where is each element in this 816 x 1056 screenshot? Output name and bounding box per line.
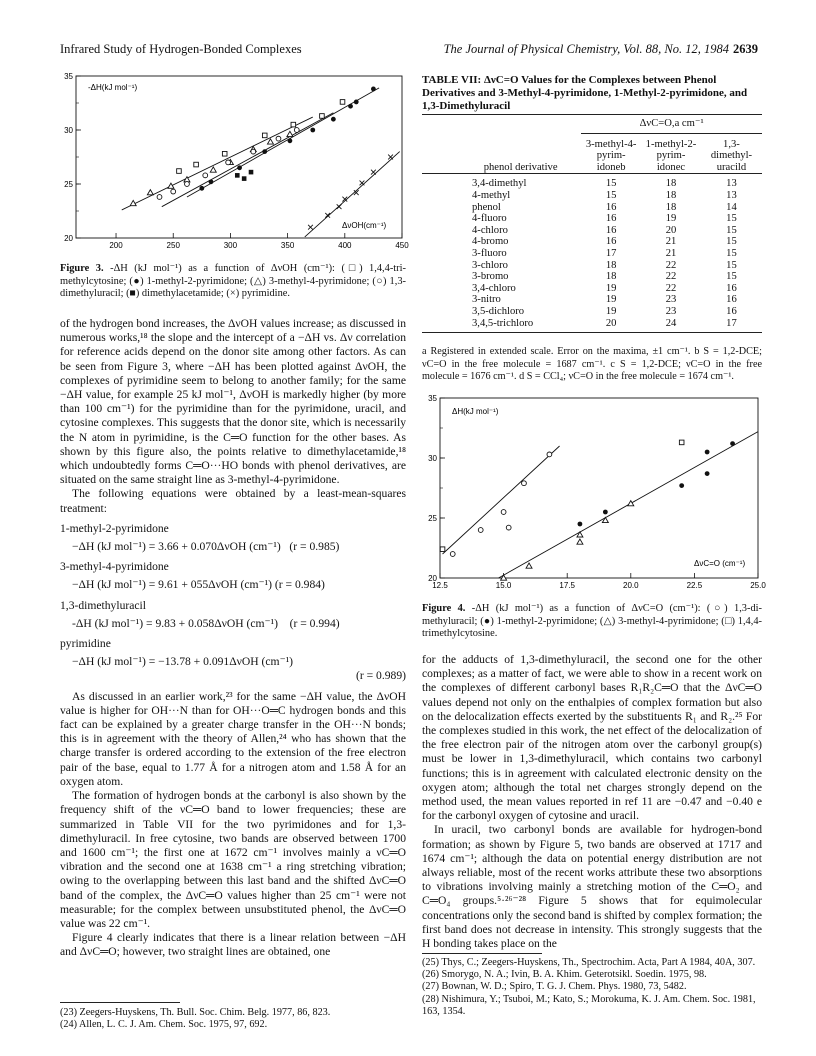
x-axis-label: ΔνC=O (cm⁻¹) [694, 559, 746, 568]
regression-line [443, 446, 560, 554]
reference: (27) Bownan, W. D.; Spiro, T. G. J. Chem. Phys. 1980, 73, 5482. [422, 981, 687, 993]
table-row [422, 248, 762, 260]
equation-r: (r = 0.985) [289, 540, 340, 554]
table-row [422, 271, 762, 283]
table-7-title: TABLE VII: ΔνC=O Values for the Complexes between Phenol Derivatives and 3-Methyl-4-pyrimidone, 1-Methyl-2-pyrimidone, and 1,3-Dimethyluracil [422, 74, 748, 113]
equation-text: -ΔH (kJ mol⁻¹) = 9.83 + 0.058ΔνOH (cm⁻¹) [72, 616, 279, 630]
equation-label: pyrimidine [60, 637, 111, 651]
table-cell: 23 [665, 294, 677, 306]
y-tick-label: 20 [428, 574, 437, 583]
figure-4 [422, 392, 766, 602]
data-point [577, 539, 583, 544]
paragraph: for the adducts of 1,3-dimethyluracil, the second one for the other complexes; as a matter of fact, we were able to show in a recent work on the complexes of different carbonyl bases R₁R₂C═O that the ΔνC═O values depend not only on the enthalpies of complex formation but also on the delocalization effects exerted by the substituents R₁ and R₂.²⁵ For the complexes studied in this work, the net effect of the delocalization of the free electron pair of the nitrogen atom over the carbonyl group(s) must be lower in 1,3-dimethyluracil, which contains two carbonyl functions; this is in agreement with calculated electronic density on the oxygen atom; although the total net charges strongly depend on the method used, the mean values reported in ref 11 are −0.47 and −0.40 e for the carbonyl oxygen of cytosine and uracil. [422, 653, 762, 823]
data-point [320, 114, 325, 119]
data-point [705, 450, 710, 455]
x-tick-label: 300 [223, 241, 238, 250]
regression-line [122, 117, 313, 210]
data-point [251, 149, 256, 154]
table-row [422, 318, 762, 330]
x-tick-label: 12.5 [432, 581, 448, 590]
table-row [422, 190, 762, 202]
data-point [287, 131, 293, 136]
data-point [147, 190, 153, 195]
y-tick-label: 35 [64, 72, 73, 81]
table-cell: 16 [605, 236, 617, 248]
table-7-footnotes: a Registered in extended scale. Error on the maxima, ±1 cm⁻¹. b S = 1,2-DCE; νC=O in the free molecule = 1687 cm⁻¹. c S = 1,2-DCE; νC=O in the free molecule = 1676 cm⁻¹. d S = CCl₄; νC=O in the free molecule = 1674 cm⁻¹. [422, 346, 762, 383]
data-point [209, 179, 214, 184]
reference: (24) Allen, L. C. J. Am. Chem. Soc. 1975, 97, 692. [60, 1019, 268, 1031]
figure-4-chart [422, 392, 766, 602]
table-header-col2: 1-methyl-2-pyrim-idonec [641, 133, 701, 174]
table-cell: 13 [726, 178, 737, 190]
table-row [422, 174, 762, 190]
y-tick-label: 35 [428, 394, 437, 403]
data-point [450, 552, 455, 557]
data-point [354, 100, 359, 105]
y-tick-label: 30 [64, 126, 73, 135]
table-cell: 13 [726, 189, 737, 201]
data-point [203, 173, 208, 178]
table-row-label: 3,4-dimethyl [472, 178, 527, 190]
table-cell: 22 [665, 259, 677, 271]
y-tick-label: 25 [64, 180, 73, 189]
journal-citation: The Journal of Physical Chemistry, Vol. 88, No. 12, 1984 [443, 42, 729, 56]
table-cell: 14 [726, 201, 737, 213]
data-point [310, 128, 315, 133]
data-point [360, 181, 365, 186]
plot-frame [76, 76, 402, 238]
left-references [60, 1007, 406, 1031]
data-point [603, 510, 608, 515]
data-point [547, 452, 552, 457]
table-cell: 20 [665, 224, 677, 236]
table-cell: 20 [605, 317, 617, 329]
footnote-rule [60, 1002, 180, 1003]
running-header-journal [444, 42, 758, 57]
data-point [249, 170, 254, 175]
data-point [199, 186, 204, 191]
table-cell: 15 [605, 178, 617, 190]
table-row-label: 3,5-dichloro [472, 305, 525, 317]
data-point [577, 532, 583, 537]
table-cell: 17 [726, 317, 737, 329]
table-row [422, 306, 762, 318]
table-cell: 15 [726, 236, 737, 248]
x-tick-label: 20.0 [623, 581, 639, 590]
equation-label: 1-methyl-2-pyrimidone [60, 521, 169, 535]
data-point [478, 528, 483, 533]
table-cell: 18 [665, 178, 677, 190]
table-cell: 21 [665, 236, 677, 248]
x-tick-label: 350 [280, 241, 295, 250]
data-point [501, 510, 506, 515]
data-point [705, 471, 710, 476]
left-column-text [60, 317, 406, 960]
table-cell: 21 [665, 247, 677, 259]
reference: (26) Smorygo, N. A.; Ivin, B. A. Khim. Geterotsikl. Soedin. 1975, 98. [422, 969, 707, 981]
table-row-label: 3-bromo [472, 271, 509, 283]
data-point [157, 195, 162, 200]
paragraph: As discussed in an earlier work,²³ for the same −ΔH value, the ΔνOH value is higher for OH···N than for OH···O═C hydrogen bonds and this fact can be explained by a greater charge transfer in the OH···N bonds; this is in agreement with the theory of Allen,²⁴ who has shown that the charge transfer is ordered according to the extension of the free electron pair of the base, equal to 1.77 Å for a nitrogen atom and 1.58 Å for an oxygen atom. [60, 689, 406, 788]
x-tick-label: 25.0 [750, 581, 766, 590]
equation-r-line [72, 669, 406, 683]
table-row [422, 202, 762, 214]
data-point [578, 522, 583, 527]
table-cell: 16 [726, 282, 737, 294]
table-cell: 19 [665, 213, 677, 225]
table-row-label: 4-methyl [472, 189, 511, 201]
paragraph: Figure 4 clearly indicates that there is a linear relation between −ΔH and ΔνC═O; however, two straight lines are obtained, one [60, 931, 406, 959]
table-row [422, 294, 762, 306]
data-point [308, 225, 313, 230]
table-cell: 16 [726, 305, 737, 317]
data-point [262, 133, 267, 138]
table-row [422, 236, 762, 248]
data-point [371, 87, 376, 92]
equation [72, 540, 406, 554]
data-point [194, 162, 199, 167]
table-header-col1: 3-methyl-4-pyrim-idoneb [581, 133, 641, 174]
data-point [226, 160, 231, 165]
x-tick-label: 17.5 [559, 581, 575, 590]
table-header-col3: 1,3-dimethyl-uracild [701, 133, 762, 174]
equation-label: 1,3-dimethyluracil [60, 598, 146, 612]
regression-line [162, 113, 334, 207]
data-point [222, 151, 227, 156]
table-cell: 15 [726, 247, 737, 259]
figure-4-caption [422, 603, 762, 641]
data-point [242, 176, 247, 181]
table-cell: 15 [726, 224, 737, 236]
equation-text: −ΔH (kJ mol⁻¹) = 3.66 + 0.070ΔνOH (cm⁻¹) [72, 540, 281, 554]
table-cell: 18 [605, 271, 617, 283]
data-point [628, 501, 634, 506]
equation [72, 617, 406, 631]
x-axis-label: ΔνOH(cm⁻¹) [342, 221, 387, 230]
table-cell: 19 [605, 305, 617, 317]
reference: (23) Zeegers-Huyskens, Th. Bull. Soc. Chim. Belg. 1977, 86, 823. [60, 1007, 331, 1018]
paragraph: The formation of hydrogen bonds at the carbonyl is also shown by the frequency shift of the νC═O band to lower frequencies; these are summarized in Table VII for the two pyrimidones and for 1,3-dimethyluracil. In free cytosine, two bands are observed between 1700 and 1600 cm⁻¹; the first one at 1672 cm⁻¹ involves mainly a νC═O vibration and the second one at 1638 cm⁻¹ a ring stretching vibration; owing to the overlapping between this last band and the shifted ΔνC═O band of the complex, the ΔνC═O values higher than 25 cm⁻¹ were not measurable; for the complex between unsubstituted phenol, the ΔνC═O value was 22 cm⁻¹. [60, 789, 406, 930]
y-tick-label: 25 [428, 514, 437, 523]
table-cell: 16 [726, 294, 737, 306]
x-tick-label: 450 [395, 241, 409, 250]
right-column-text [422, 653, 762, 951]
table-cell: 16 [605, 224, 617, 236]
table-cell: 22 [665, 282, 677, 294]
data-point [679, 483, 684, 488]
table-cell: 15 [726, 259, 737, 271]
table-cell: 15 [726, 271, 737, 283]
data-point [210, 167, 216, 172]
table-header-phenol: phenol derivative [422, 133, 581, 174]
data-point [235, 173, 240, 178]
figure-3-chart [60, 70, 409, 262]
table-row-label: 3-chloro [472, 259, 508, 271]
paragraph: In uracil, two carbonyl bonds are available for hydrogen-bond formation; as shown by Figure 5, two bands are observed at 1717 and 1674 cm⁻¹; although the data on potential energy distribution are not always reliable, most of the recent works attribute these two absorptions to vibrations involving mainly a stretching motion of the C═O₂ and C═O₄ groups.⁵·²⁶⁻²⁸ Figure 5 shows that for equimolecular concentrations only the second band is shifted by complex formation; the first band does not decrease in intensity. This strongly suggests that the H bonding takes place on the [422, 823, 763, 951]
table-cell: 16 [605, 213, 617, 225]
equation-r: (r = 0.989) [355, 669, 406, 683]
y-tick-label: 30 [428, 454, 437, 463]
table-cell: 15 [605, 189, 617, 201]
figure-3 [60, 70, 409, 262]
equation-r: (r = 0.994) [289, 616, 340, 630]
table-row [422, 260, 762, 272]
x-tick-label: 400 [338, 241, 352, 250]
data-point [506, 525, 511, 530]
data-point [171, 189, 176, 194]
data-point [168, 183, 174, 188]
table-row [422, 283, 762, 295]
data-point [288, 138, 293, 143]
data-point [276, 136, 281, 141]
equation: −ΔH (kJ mol⁻¹) = −13.78 + 0.091ΔνOH (cm⁻¹) [72, 655, 294, 669]
table-top-rule [422, 114, 762, 115]
table-cell: 19 [605, 282, 617, 294]
table-row-label: phenol [472, 201, 501, 213]
data-point [679, 440, 684, 445]
y-axis-label: ΔH(kJ mol⁻¹) [452, 407, 499, 416]
figure-3-caption-label: Figure 3. [60, 263, 104, 274]
table-row-label: 3-fluoro [472, 247, 507, 259]
figure-4-caption-text: -ΔH (kJ mol⁻¹) as a function of ΔνC=O (cm⁻¹): (○) 1,3-di-methyluracil; (●) 1-methyl-2-pyrimidone; (△) 3-methyl-4-pyrimidone; (□) 1,4,4-trimethylcytosine. [422, 603, 762, 640]
table-row-label: 4-chloro [472, 224, 508, 236]
table-cell: 15 [726, 213, 737, 225]
table-row-label: 4-fluoro [472, 213, 507, 225]
reference: (28) Nishimura, Y.; Tsuboi, M.; Kato, S.; Morokuma, K. J. Am. Chem. Soc. 1981, 163, 1354. [422, 993, 756, 1017]
paragraph: The following equations were obtained by a least-mean-squares treatment: [60, 487, 406, 515]
table-cell: 23 [665, 305, 677, 317]
table-span-header-row [422, 118, 762, 133]
table-row-label: 3,4,5-trichloro [472, 317, 534, 329]
data-point [177, 169, 182, 174]
data-point [340, 100, 345, 105]
x-tick-label: 15.0 [495, 581, 512, 590]
data-point [185, 182, 190, 187]
figure-4-caption-label: Figure 4. [422, 603, 466, 614]
figure-3-caption-text: -ΔH (kJ mol⁻¹) as a function of ΔνOH (cm⁻¹): (□) 1,4,4-tri-methylcytosine; (●) 1-methyl-2-pyrimidone; (△) 3-methyl-4-pyrimidone; (○) 1,3-dimethyluracil; (■) dimethylacetamide; (×) pyrimidine. [60, 263, 406, 300]
data-point [262, 149, 267, 154]
table-cell: 22 [665, 271, 677, 283]
reference: (25) Thys, C.; Zeegers-Huyskens, Th., Spectrochim. Acta, Part A 1984, 40A, 307. [422, 957, 756, 968]
data-point [337, 204, 342, 209]
data-point [371, 170, 376, 175]
data-point [267, 139, 273, 144]
plot-frame [440, 398, 758, 578]
y-tick-label: 20 [64, 234, 73, 243]
y-axis-label: -ΔH(kJ mol⁻¹) [88, 83, 138, 92]
equation-label: 3-methyl-4-pyrimidone [60, 560, 169, 574]
data-point [291, 122, 296, 127]
table-cell: 24 [665, 317, 677, 329]
data-point [522, 481, 527, 486]
table-span-header: ΔνC=O,a cm⁻¹ [581, 118, 762, 133]
data-point [348, 104, 353, 109]
data-point [526, 563, 532, 568]
data-point [388, 155, 393, 160]
table-cell: 19 [605, 294, 617, 306]
table-cell: 18 [605, 259, 617, 271]
right-references [422, 957, 762, 1018]
data-point [331, 117, 336, 122]
table-cell: 17 [605, 247, 617, 259]
table-row-label: 3-nitro [472, 294, 501, 306]
table-body [422, 174, 762, 333]
paragraph: of the hydrogen bond increases, the ΔνOH values increase; as discussed in numerous works,¹⁸ the slope and the intercept of a −ΔH vs. Δν correlation for reference acids depend on the donor site among other factors. As can be seen from Figure 3, where −ΔH has been plotted against ΔνOH, the complexes of pyrimidine seem to belong to another family; for the same −ΔH value, for example 25 kJ mol⁻¹, ΔνOH is markedly higher (by more than 100 cm⁻¹) for the pyrimidine than for the pyrimidone, uracil, and cytosine complexes. This suggests that the donor site, which is necessarily the N atom in pyrimidine, is the C═O function for the other bases. As shown by this figure also, the points relative to dimethylacetamide,¹⁸ which undoubtedly forms C═O···HO bonds with phenol derivatives, are situated on the same straight line as 3-methyl-4-pyrimidone. [60, 317, 406, 487]
table-row [422, 225, 762, 237]
x-tick-label: 250 [166, 241, 180, 250]
table-row-label: 3,4-chloro [472, 282, 516, 294]
equation: −ΔH (kJ mol⁻¹) = 9.61 + 055ΔνOH (cm⁻¹) (r = 0.984) [72, 578, 325, 592]
data-point [294, 128, 299, 133]
table-row [422, 213, 762, 225]
x-tick-label: 22.5 [686, 581, 703, 590]
x-tick-label: 200 [109, 241, 123, 250]
table-row-label: 4-bromo [472, 236, 509, 248]
table-cell: 18 [665, 201, 677, 213]
table-header-row [422, 133, 762, 174]
footnote-rule [422, 953, 542, 954]
running-header-title: Infrared Study of Hydrogen-Bonded Complexes [60, 42, 302, 56]
figure-3-caption [60, 263, 406, 301]
table-cell: 18 [665, 189, 677, 201]
data-point [237, 165, 242, 170]
table-7 [422, 118, 762, 333]
data-point [730, 441, 735, 446]
data-point [440, 547, 445, 552]
page-number: 2639 [733, 42, 758, 56]
table-cell: 16 [605, 201, 617, 213]
data-point [602, 517, 608, 522]
